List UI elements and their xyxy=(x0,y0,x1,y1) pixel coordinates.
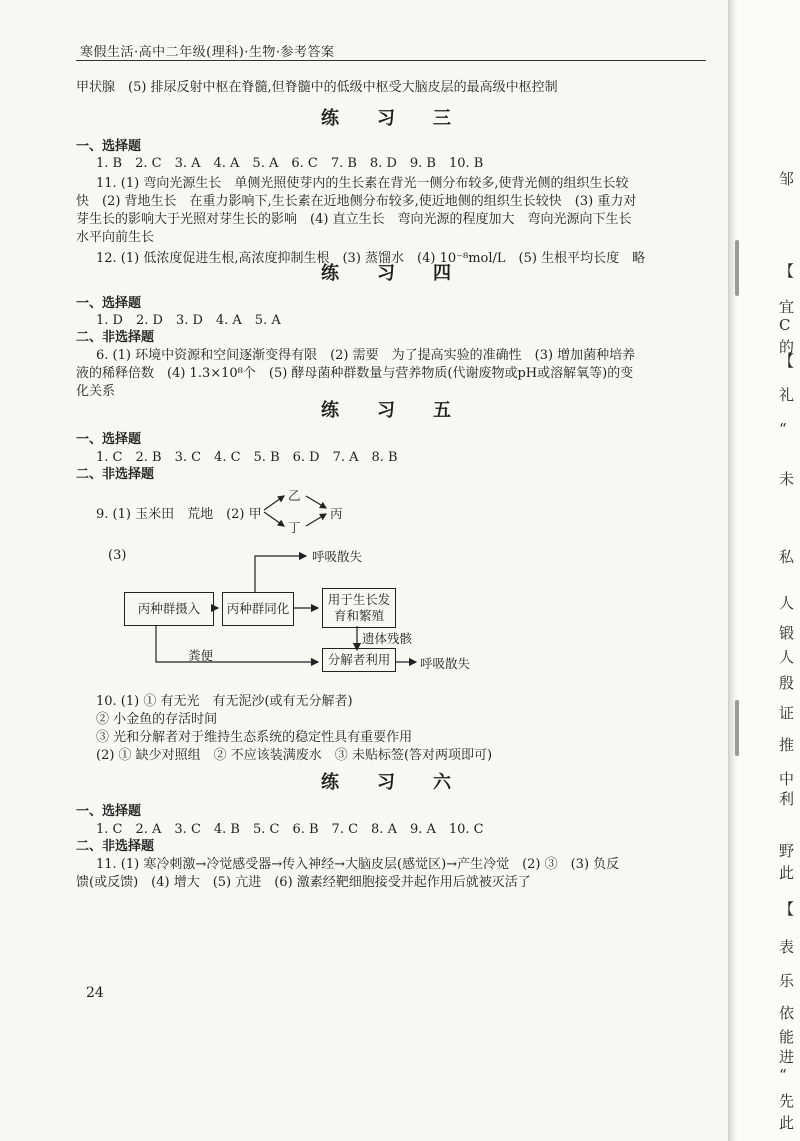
exercise-6-title: 练 习 六 xyxy=(321,772,461,793)
edge-char: 人 xyxy=(779,594,795,612)
ex4-q6-line3: 化关系 xyxy=(76,384,116,399)
edge-char: 利 xyxy=(779,790,795,808)
node-bing: 丙 xyxy=(330,506,343,521)
binder-clip-top xyxy=(735,240,739,296)
ex5-q10-line3: ③ 光和分解者对于维持生态系统的稳定性具有重要作用 xyxy=(96,730,413,745)
header-rule xyxy=(76,60,706,61)
ex3-q11-line2: 快 (2) 背地生长 在重力影响下,生长素在近地侧分布较多,使近地侧的组织生长较快 (3) 重力对 xyxy=(76,194,637,209)
ex5-choice-answers: 1. C 2. B 3. C 4. C 5. B 6. D 7. A 8. B xyxy=(96,450,398,465)
edge-char: 证 xyxy=(779,704,795,722)
ex3-q11-line3: 芽生长的影响大于光照对芽生长的影响 (4) 直立生长 弯向光源的程度加大 弯向光源向下生长 xyxy=(76,212,632,227)
ex5-section-nonchoice: 二、非选择题 xyxy=(76,467,155,482)
exercise-4-title: 练 习 四 xyxy=(321,263,461,284)
box-assimilation: 丙种群同化 xyxy=(222,592,294,626)
edge-char: 人 xyxy=(779,648,795,666)
box-growth: 用于生长发育和繁殖 xyxy=(322,588,396,628)
edge-char: 此 xyxy=(779,1114,795,1132)
ex3-choice-answers: 1. B 2. C 3. A 4. A 5. A 6. C 7. B 8. D 9. B 10. B xyxy=(96,156,484,171)
edge-char: 先 xyxy=(779,1092,795,1110)
edge-char: 推 xyxy=(779,736,795,754)
ex5-q10-line1: 10. (1) ① 有无光 有无泥沙(或有无分解者) xyxy=(96,694,353,709)
exercise-5-title: 练 习 五 xyxy=(321,400,461,421)
label-respiration-2: 呼吸散失 xyxy=(420,656,471,671)
box-decomposer: 分解者利用 xyxy=(322,648,396,672)
box-intake: 丙种群摄入 xyxy=(124,592,214,626)
ex3-section-choice: 一、选择题 xyxy=(76,139,142,154)
edge-char: 【 xyxy=(779,262,795,280)
ex5-q10-line2: ② 小金鱼的存活时间 xyxy=(96,712,218,727)
running-header: 寒假生活·高中二年级(理科)·生物·参考答案 xyxy=(80,45,335,60)
ex6-choice-answers: 1. C 2. A 3. C 4. B 5. C 6. B 7. C 8. A 9. A 10. C xyxy=(96,822,484,837)
ex6-q11-line1: 11. (1) 寒冷刺激→冷觉感受器→传入神经→大脑皮层(感觉区)→产生冷觉 (2) ③ (3) 负反 xyxy=(96,857,620,872)
ex3-q11-line4: 水平向前生长 xyxy=(76,230,155,245)
edge-char: 未 xyxy=(779,470,795,488)
edge-char: 宜 xyxy=(779,298,795,316)
ex4-q6-line2: 液的稀释倍数 (4) 1.3×10⁸个 (5) 酵母菌种群数量与营养物质(代谢废物或pH或溶解氧等)的变 xyxy=(76,366,634,381)
edge-char: 【 xyxy=(779,900,795,918)
ex5-q9-3-label: (3) xyxy=(108,548,127,563)
edge-char: 能 xyxy=(779,1028,795,1046)
edge-char: 进 xyxy=(779,1048,795,1066)
ex4-section-nonchoice: 二、非选择题 xyxy=(76,330,155,345)
intro-line: 甲状腺 (5) 排尿反射中枢在脊髓,但脊髓中的低级中枢受大脑皮层的最高级中枢控制 xyxy=(76,80,558,95)
facing-page-edge xyxy=(728,0,800,1141)
ex6-section-nonchoice: 二、非选择题 xyxy=(76,839,155,854)
edge-char: 邹 xyxy=(779,170,795,188)
ex3-q12: 12. (1) 低浓度促进生根,高浓度抑制生根 (3) 蒸馏水 (4) 10⁻⁸mol/L (5) 生根平均长度 略 xyxy=(96,251,646,266)
edge-char: “ xyxy=(779,420,787,438)
edge-char: 野 xyxy=(779,842,795,860)
ex6-section-choice: 一、选择题 xyxy=(76,804,142,819)
page-number: 24 xyxy=(86,985,104,1001)
edge-char: 表 xyxy=(779,938,795,956)
edge-char: 殷 xyxy=(779,674,795,692)
label-remains: 遗体残骸 xyxy=(362,631,413,646)
ex5-q9: 9. (1) 玉米田 荒地 (2) 甲 xyxy=(96,507,262,522)
ex4-q6-line1: 6. (1) 环境中资源和空间逐渐变得有限 (2) 需要 为了提高实验的准确性 (3) 增加菌种培养 xyxy=(96,348,636,363)
edge-char: 锻 xyxy=(779,624,795,642)
label-feces: 粪便 xyxy=(188,648,214,663)
edge-char: 礼 xyxy=(779,386,795,404)
node-yi: 乙 xyxy=(288,488,301,503)
edge-char: 【 xyxy=(779,352,795,370)
label-respiration-1: 呼吸散失 xyxy=(312,549,363,564)
exercise-3-title: 练 习 三 xyxy=(321,108,461,129)
edge-char: “ xyxy=(779,1066,787,1084)
edge-char: C xyxy=(779,316,791,334)
edge-char: 中 xyxy=(779,770,795,788)
edge-char: 乐 xyxy=(779,972,795,990)
ex5-section-choice: 一、选择题 xyxy=(76,432,142,447)
binder-clip-bottom xyxy=(735,700,739,756)
node-ding: 丁 xyxy=(288,520,301,535)
ex5-q10-line4: (2) ① 缺少对照组 ② 不应该装满废水 ③ 未贴标签(答对两项即可) xyxy=(96,748,493,763)
ex4-choice-answers: 1. D 2. D 3. D 4. A 5. A xyxy=(96,313,281,328)
edge-char: 此 xyxy=(779,864,795,882)
page-gutter-shadow xyxy=(729,0,737,1141)
edge-char: 的 xyxy=(779,338,795,356)
edge-char: 私 xyxy=(779,548,795,566)
ex6-q11-line2: 馈(或反馈) (4) 增大 (5) 亢进 (6) 激素经靶细胞接受并起作用后就被灭活了 xyxy=(76,875,531,890)
edge-char: 依 xyxy=(779,1004,795,1022)
ex4-section-choice: 一、选择题 xyxy=(76,296,142,311)
ex3-q11-line1: 11. (1) 弯向光源生长 单侧光照使芽内的生长素在背光一侧分布较多,使背光侧的组织生长较 xyxy=(96,176,629,191)
